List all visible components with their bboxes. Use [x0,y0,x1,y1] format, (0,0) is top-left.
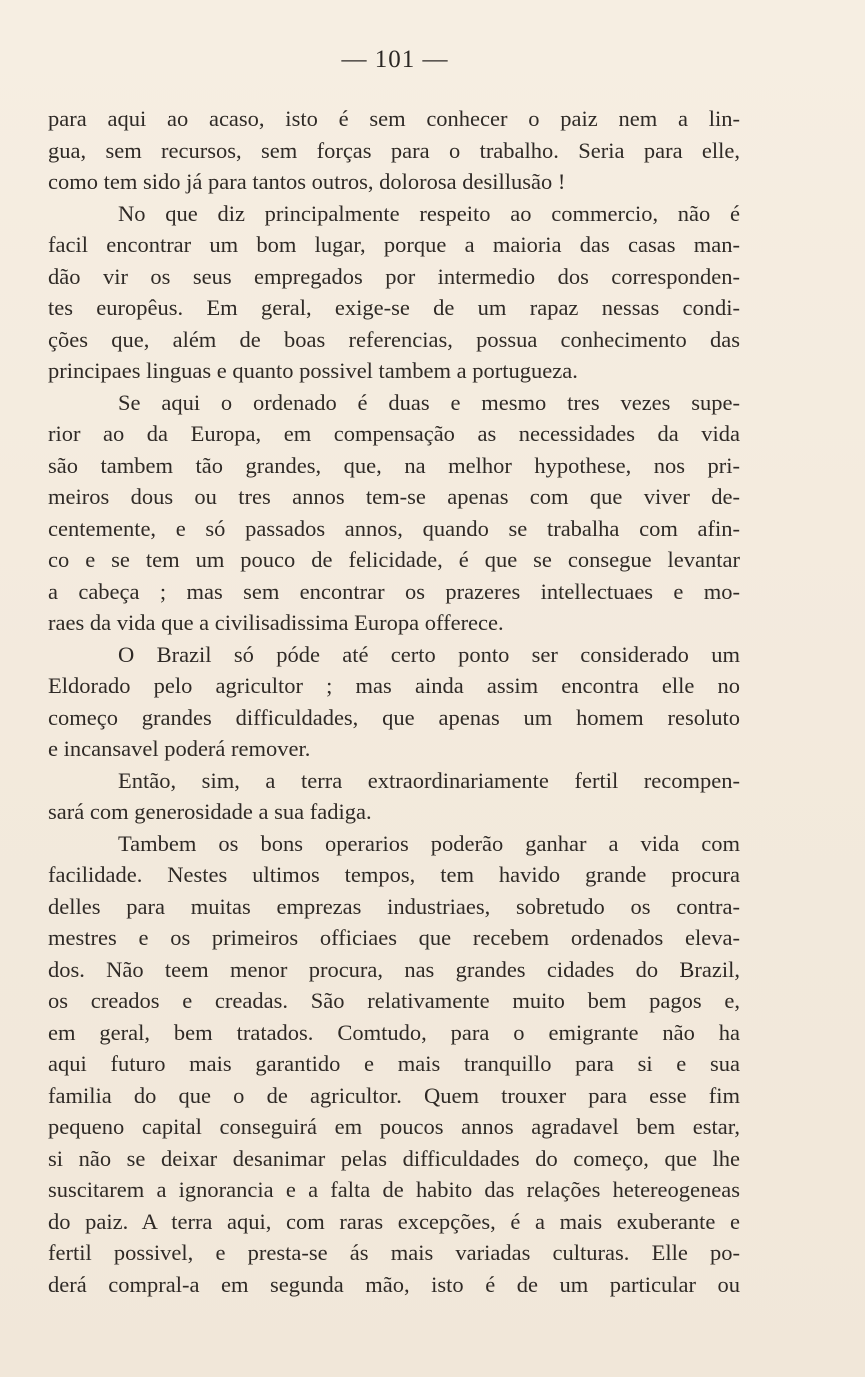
text-line: derá compral-a em segunda mão, isto é de um particular ou [48,1271,740,1297]
text-line: familia do que o de agricultor. Quem trouxer para esse fim [48,1082,740,1108]
paragraph [48,828,740,1301]
page-number: — 101 — [341,46,449,73]
text-line: co e se tem um pouco de felicidade, é que se consegue levantar [48,547,740,572]
text-line: suscitarem a ignorancia e a falta de habito das relações hetereogeneas [48,1177,740,1202]
text-line: si não se deixar desanimar pelas difficuldades do começo, que lhe [48,1145,740,1171]
text-line: como tem sido já para tantos outros, dolorosa desillusão ! [48,169,566,194]
text-line: em geral, bem tratados. Comtudo, para o emigrante não ha [48,1019,740,1045]
text-line: rior ao da Europa, em compensação as necessidades da vida [48,421,740,446]
text-line: centemente, e só passados annos, quando se trabalha com afin- [48,515,740,541]
text-line: Tambem os bons operarios poderão ganhar a vida com [118,830,740,856]
text-line: do paiz. A terra aqui, com raras excepções, é a mais exuberante e [48,1208,740,1234]
text-line: O Brazil só póde até certo ponto ser considerado um [118,641,740,667]
paragraph [48,765,740,828]
text-line: dos. Não teem menor procura, nas grandes cidades do Brazil, [48,956,740,982]
text-line: para aqui ao acaso, isto é sem conhecer o paiz nem a lin- [48,106,740,131]
text-line: ções que, além de boas referencias, possua conhecimento das [48,326,740,352]
text-line: a cabeça ; mas sem encontrar os prazeres intellectuaes e mo- [48,578,740,604]
text-line: são tambem tão grandes, que, na melhor hypothese, nos pri- [48,452,740,478]
text-line: dão vir os seus empregados por intermedio dos corresponden- [48,263,740,289]
text-line: pequeno capital conseguirá em poucos annos agradavel bem estar, [48,1114,740,1139]
body-text [48,103,740,1300]
text-line: principaes linguas e quanto possivel tambem a portugueza. [48,358,578,383]
text-line: gua, sem recursos, sem forças para o trabalho. Seria para elle, [48,137,740,163]
text-line: Então, sim, a terra extraordinariamente fertil recompen- [118,767,740,793]
text-line: fertil possivel, e presta-se ás mais variadas culturas. Elle po- [48,1240,740,1265]
paragraph [48,198,740,387]
text-line: os creados e creadas. São relativamente muito bem pagos e, [48,988,740,1013]
paragraph [48,639,740,765]
paragraph [48,103,740,198]
text-line: mestres e os primeiros officiaes que recebem ordenados eleva- [48,925,740,950]
text-line: meiros dous ou tres annos tem-se apenas com que viver de- [48,484,740,509]
text-line: aqui futuro mais garantido e mais tranquillo para si e sua [48,1051,740,1076]
text-line: raes da vida que a civilisadissima Europa offerece. [48,610,504,635]
text-line: No que diz principalmente respeito ao commercio, não é [118,200,740,226]
text-line: facilidade. Nestes ultimos tempos, tem havido grande procura [48,862,740,887]
text-line: tes europêus. Em geral, exige-se de um rapaz nessas condi- [48,295,740,320]
text-line: começo grandes difficuldades, que apenas um homem resoluto [48,704,740,730]
text-line: delles para muitas emprezas industriaes, sobretudo os contra- [48,893,740,919]
text-line: sará com generosidade a sua fadiga. [48,799,372,824]
text-line: Se aqui o ordenado é duas e mesmo tres vezes supe- [118,389,740,415]
text-line: e incansavel poderá remover. [48,736,311,761]
paragraph [48,387,740,639]
text-line: Eldorado pelo agricultor ; mas ainda assim encontra elle no [48,673,740,698]
text-line: facil encontrar um bom lugar, porque a maioria das casas man- [48,232,740,257]
